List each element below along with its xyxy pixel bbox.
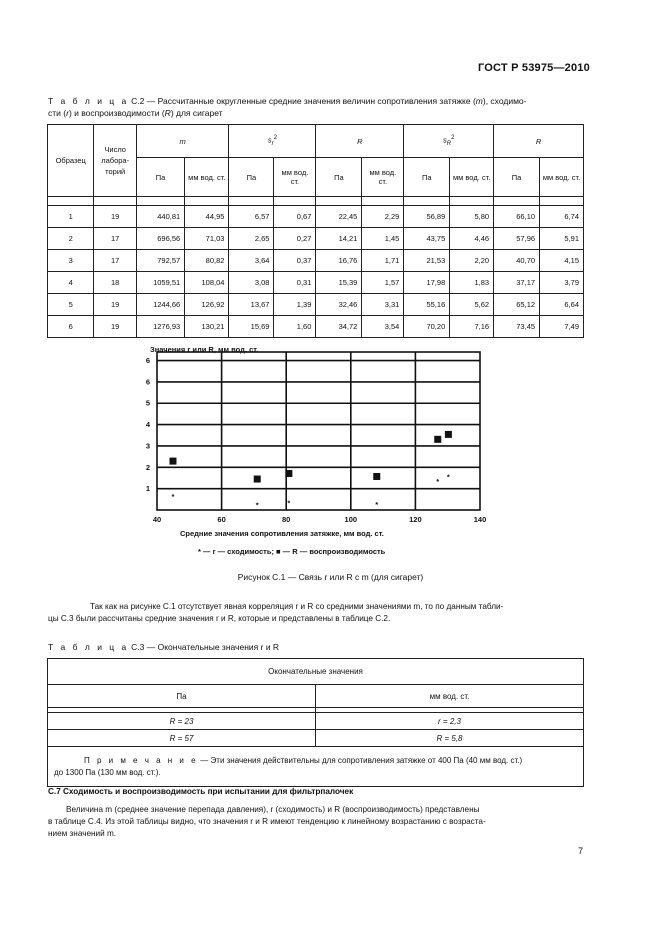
caption-text: ), сходимо- bbox=[482, 96, 527, 106]
table-cell: 1,83 bbox=[450, 272, 494, 294]
head-unit: Па bbox=[494, 158, 540, 197]
head-unit: Па bbox=[404, 158, 450, 197]
table-cell: 66,10 bbox=[494, 206, 540, 228]
caption-var: m bbox=[475, 96, 483, 106]
table-row bbox=[48, 250, 584, 272]
point-reproducibility bbox=[254, 476, 261, 483]
table-cell: 55,16 bbox=[404, 294, 450, 316]
head-unit: мм вод. ст. bbox=[540, 158, 584, 197]
table-cell: 0,27 bbox=[274, 228, 316, 250]
paragraph-text: Так как на рисунке С.1 отсутствует явная корреляция r и R со средними значениями m, то по данным табли- bbox=[90, 602, 504, 611]
point-repeatability: * bbox=[255, 500, 259, 510]
point-reproducibility bbox=[373, 473, 380, 480]
head-var: R bbox=[535, 136, 542, 146]
head-var: s bbox=[442, 135, 447, 145]
head-m bbox=[136, 125, 229, 158]
table-cell: 56,89 bbox=[404, 206, 450, 228]
y-tick-label: 5 bbox=[145, 398, 150, 408]
table-cell: 4,46 bbox=[450, 228, 494, 250]
note-text: до 1300 Па (130 мм вод. ст.). bbox=[54, 767, 161, 777]
section-heading: С.7 Сходимость и воспроизводимость при испытании для фильтрпалочек bbox=[48, 787, 354, 796]
table-cell: R = 57 bbox=[48, 730, 316, 747]
table-cell: 32,46 bbox=[316, 294, 362, 316]
table-cell: 1 bbox=[48, 206, 94, 228]
table-cell: 17 bbox=[94, 228, 137, 250]
head-sub: R bbox=[446, 141, 452, 147]
chart-xlabel: Средние значения сопротивления затяжке, мм вод. ст. bbox=[180, 529, 384, 538]
table-cell: r = 2,3 bbox=[316, 713, 584, 730]
table-cell: 17,98 bbox=[404, 272, 450, 294]
point-repeatability: * bbox=[287, 498, 291, 508]
t3-head: Окончательные значения bbox=[48, 659, 584, 685]
table-cell: 65,12 bbox=[494, 294, 540, 316]
table-cell: 7,49 bbox=[540, 316, 584, 338]
table-cell: 792,57 bbox=[136, 250, 184, 272]
head-sample: Образец bbox=[48, 125, 94, 197]
table-cell: 6,64 bbox=[540, 294, 584, 316]
t3-col-pa: Па bbox=[48, 685, 316, 708]
table-cell: 13,67 bbox=[229, 294, 274, 316]
point-repeatability: * bbox=[446, 472, 450, 482]
table-cell: 43,75 bbox=[404, 228, 450, 250]
point-reproducibility bbox=[434, 436, 441, 443]
point-repeatability: * bbox=[436, 476, 440, 486]
table-cell: 80,82 bbox=[185, 250, 229, 272]
table3-caption bbox=[48, 641, 279, 653]
point-repeatability: * bbox=[375, 499, 379, 509]
table-row bbox=[48, 206, 584, 228]
table-cell: 6,74 bbox=[540, 206, 584, 228]
head-sup: 2 bbox=[451, 135, 455, 141]
table-cell: 5 bbox=[48, 294, 94, 316]
table-cell: 2,65 bbox=[229, 228, 274, 250]
table-cell: 3,64 bbox=[229, 250, 274, 272]
head-unit: мм вод. ст. bbox=[274, 158, 316, 197]
table-cell: 126,92 bbox=[185, 294, 229, 316]
chart-grid bbox=[157, 352, 480, 510]
x-tick-label: 120 bbox=[409, 515, 422, 524]
table-cell: 40,70 bbox=[494, 250, 540, 272]
table-cell: 6 bbox=[48, 316, 94, 338]
figure-caption: Рисунок С.1 — Связь r или R с m (для сигарет) bbox=[237, 572, 424, 582]
table-cell: 37,17 bbox=[494, 272, 540, 294]
table-cell: 0,31 bbox=[274, 272, 316, 294]
table-cell: 19 bbox=[94, 206, 137, 228]
head-unit: мм вод. ст. bbox=[450, 158, 494, 197]
point-reproducibility bbox=[285, 470, 292, 477]
x-tick-label: 60 bbox=[217, 515, 226, 524]
table-cell: 1,57 bbox=[362, 272, 404, 294]
plot-frame bbox=[157, 352, 480, 510]
y-tick-label: 4 bbox=[145, 420, 150, 430]
head-unit: Па bbox=[316, 158, 362, 197]
paragraph-text: Величина m (среднее значение перепада давления), r (сходимость) и R (воспроизводимость) представлены bbox=[66, 805, 480, 814]
table-cell: 3,79 bbox=[540, 272, 584, 294]
caption-lead: Т а б л и ц а bbox=[48, 642, 129, 652]
paragraph-2 bbox=[48, 804, 593, 840]
head-unit: мм вод. ст. bbox=[362, 158, 404, 197]
table-cell: 1,39 bbox=[274, 294, 316, 316]
head-m-var: m bbox=[179, 136, 186, 146]
x-tick-label: 80 bbox=[282, 515, 291, 524]
x-tick-label: 140 bbox=[473, 515, 487, 524]
table-cell: 3,08 bbox=[229, 272, 274, 294]
table-cell: 71,03 bbox=[185, 228, 229, 250]
chart-legend: * — r — сходимость; ■ — R — воспроизводимость bbox=[198, 547, 386, 556]
caption-var: R bbox=[164, 108, 171, 118]
table-cell: 5,91 bbox=[540, 228, 584, 250]
table-cell: 2,29 bbox=[362, 206, 404, 228]
chart-marks bbox=[169, 431, 451, 510]
table-cell: 2,20 bbox=[450, 250, 494, 272]
head-labs: Число лабора-торий bbox=[94, 125, 137, 197]
caption-text: С.2 — Рассчитанные округленные средние значения величин сопротивления затяжке ( bbox=[131, 96, 476, 106]
head-unit: Па bbox=[229, 158, 274, 197]
table-cell: 440,81 bbox=[136, 206, 184, 228]
y-tick-label: 6 bbox=[145, 377, 150, 387]
table-cell: 4,15 bbox=[540, 250, 584, 272]
table-cell: 34,72 bbox=[316, 316, 362, 338]
point-repeatability: * bbox=[171, 492, 175, 502]
table-row bbox=[48, 228, 584, 250]
caption-text: ) для сигарет bbox=[170, 108, 223, 118]
table-cell: 16,76 bbox=[316, 250, 362, 272]
note-lead: П р и м е ч а н и е bbox=[84, 755, 199, 765]
table2-caption bbox=[48, 95, 588, 119]
table-cell: 1059,51 bbox=[136, 272, 184, 294]
table-cell: 57,96 bbox=[494, 228, 540, 250]
caption-text: С.3 — Окончательные значения r и R bbox=[131, 642, 280, 652]
y-tick-label: 1 bbox=[145, 484, 150, 494]
x-tick-label: 40 bbox=[152, 515, 162, 524]
head-sR2 bbox=[404, 125, 494, 158]
paragraph-text: цы С.3 были рассчитаны средние значения r и R, которые и представлены в таблице С.2. bbox=[48, 614, 391, 623]
table-cell: 3,54 bbox=[362, 316, 404, 338]
page-number: 7 bbox=[578, 846, 584, 856]
y-tick-label: 3 bbox=[145, 441, 150, 451]
document-code: ГОСТ Р 53975—2010 bbox=[478, 62, 590, 74]
table-cell: 1276,93 bbox=[136, 316, 184, 338]
head-var: s bbox=[267, 135, 272, 145]
table-cell: 1,60 bbox=[274, 316, 316, 338]
head-r bbox=[316, 125, 404, 158]
caption-text: ) и воспроизводимости ( bbox=[68, 108, 165, 118]
table-cell: 15,39 bbox=[316, 272, 362, 294]
table-cell: 6,57 bbox=[229, 206, 274, 228]
head-unit: мм вод. ст. bbox=[185, 158, 229, 197]
table-cell: 696,56 bbox=[136, 228, 184, 250]
y-tick-label: 6 bbox=[145, 356, 150, 366]
head-sup: 2 bbox=[273, 135, 277, 141]
table-cell: 130,21 bbox=[185, 316, 229, 338]
table-row bbox=[48, 713, 584, 730]
table-cell: 3 bbox=[48, 250, 94, 272]
table-cell: 3,31 bbox=[362, 294, 404, 316]
table-cell: 22,45 bbox=[316, 206, 362, 228]
point-reproducibility bbox=[169, 458, 176, 465]
table-c3 bbox=[47, 658, 584, 787]
note-text: — Эти значения действительны для сопротивления затяжке от 400 Па (40 мм вод. ст.) bbox=[198, 755, 523, 765]
table-cell: 5,80 bbox=[450, 206, 494, 228]
paragraph-1 bbox=[48, 601, 593, 625]
table-cell: 1,71 bbox=[362, 250, 404, 272]
table-cell: 21,53 bbox=[404, 250, 450, 272]
head-R bbox=[494, 125, 584, 158]
table-cell: 70,20 bbox=[404, 316, 450, 338]
head-sr2 bbox=[229, 125, 316, 158]
t3-note bbox=[48, 747, 584, 787]
table-cell: R = 23 bbox=[48, 713, 316, 730]
head-sub: r bbox=[271, 141, 274, 147]
table-row bbox=[48, 316, 584, 338]
table-cell: 2 bbox=[48, 228, 94, 250]
table-cell: 14,21 bbox=[316, 228, 362, 250]
table-cell: 17 bbox=[94, 250, 137, 272]
caption-var: r bbox=[66, 108, 69, 118]
t3-col-mm: мм вод. ст. bbox=[316, 685, 584, 708]
paragraph-text: в таблице С.4. Из этой таблицы видно, что значения r и R имеют тенденцию к линейному возрастанию с возраста- bbox=[48, 817, 486, 826]
caption-text: сти ( bbox=[48, 108, 67, 118]
y-tick-label: 2 bbox=[145, 462, 150, 472]
chart-ylabel: Значения r или R, мм вод. ст. bbox=[150, 345, 259, 354]
x-tick-label: 100 bbox=[344, 515, 358, 524]
table-cell: 5,62 bbox=[450, 294, 494, 316]
table-cell: 0,67 bbox=[274, 206, 316, 228]
table-cell: 44,95 bbox=[185, 206, 229, 228]
table-cell: 108,04 bbox=[185, 272, 229, 294]
point-reproducibility bbox=[445, 431, 452, 438]
table-row bbox=[48, 730, 584, 747]
head-var: R bbox=[357, 136, 363, 146]
table-cell: 73,45 bbox=[494, 316, 540, 338]
table-cell: 19 bbox=[94, 316, 137, 338]
table-cell: 19 bbox=[94, 294, 137, 316]
table-cell: 7,16 bbox=[450, 316, 494, 338]
table-cell: 0,37 bbox=[274, 250, 316, 272]
table-c2 bbox=[47, 124, 584, 338]
table-cell: 1,45 bbox=[362, 228, 404, 250]
head-unit: Па bbox=[136, 158, 184, 197]
table-cell: 18 bbox=[94, 272, 137, 294]
paragraph-text: нием значений m. bbox=[48, 829, 117, 838]
table-row bbox=[48, 272, 584, 294]
table-cell: R = 5,8 bbox=[316, 730, 584, 747]
table-row bbox=[48, 294, 584, 316]
caption-lead: Т а б л и ц а bbox=[48, 96, 129, 106]
table-cell: 15,69 bbox=[229, 316, 274, 338]
scatter-chart bbox=[130, 340, 530, 560]
table-cell: 1244,66 bbox=[136, 294, 184, 316]
table-cell: 4 bbox=[48, 272, 94, 294]
